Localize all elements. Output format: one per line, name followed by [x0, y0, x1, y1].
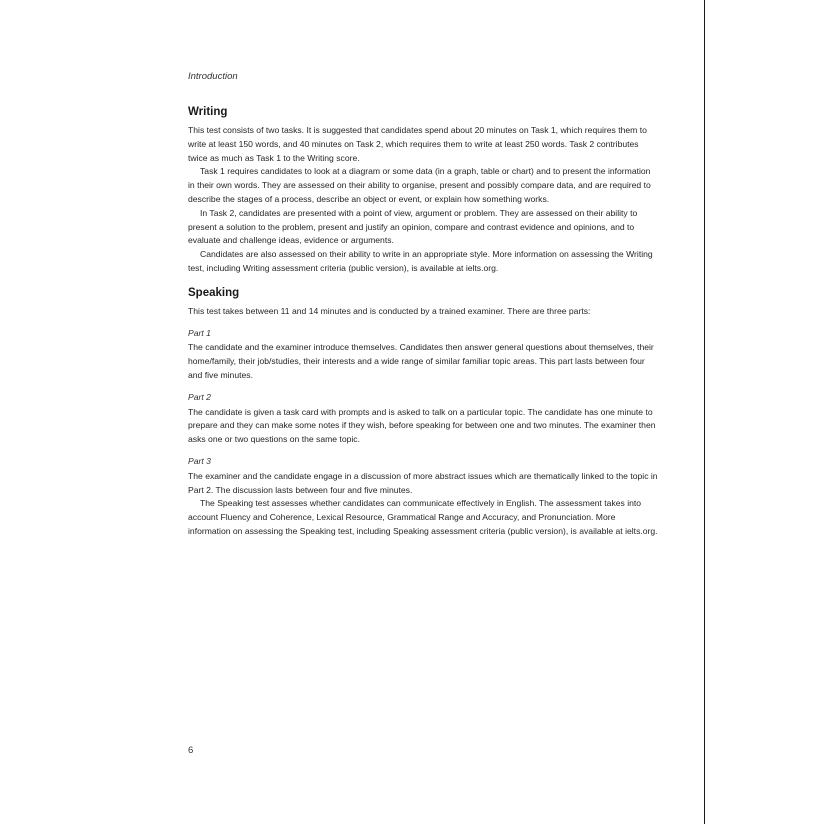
running-head: Introduction	[188, 71, 238, 82]
part-1-heading: Part 1	[188, 327, 211, 338]
speaking-section	[188, 285, 658, 539]
page-content	[188, 104, 658, 548]
writing-paragraph-4: Candidates are also assessed on their ability to write in an appropriate style. More information on assessing the Writing test, including Writing assessment criteria (public version), is available at ielts.org.	[188, 249, 653, 273]
writing-section	[188, 104, 658, 276]
writing-paragraph-1: This test consists of two tasks. It is suggested that candidates spend about 20 minutes on Task 1, which requires them to write at least 150 words, and 40 minutes on Task 2, which requires them to write at least 250 words. Task 2 contributes twice as much as Task 1 to the Writing score.	[188, 125, 647, 163]
writing-heading: Writing	[188, 106, 228, 118]
writing-paragraph-3: In Task 2, candidates are presented with a point of view, argument or problem. They are assessed on their ability to present a solution to the problem, present and justify an opinion, compare and contrast evidence and opinions, and to evaluate and challenge ideas, evidence or arguments.	[188, 207, 638, 246]
part-2-paragraph: The candidate is given a task card with prompts and is asked to talk on a particular topic. The candidate has one minute to prepare and they can make some notes if they wish, before speaking for between one and two minutes. The examiner then asks one or two questions on the same topic.	[188, 406, 656, 445]
document-page	[188, 0, 658, 824]
speaking-heading: Speaking	[188, 286, 240, 299]
part-3-heading: Part 3	[188, 455, 211, 466]
speaking-intro: This test takes between 11 and 14 minutes and is conducted by a trained examiner. There are three parts:	[188, 305, 591, 316]
writing-paragraph-2: Task 1 requires candidates to look at a diagram or some data (in a graph, table or chart) and to present the information in their own words. They are assessed on their ability to organise, present and possibly compare data, and are required to describe the stages of a process, describe an object or event, or explain how something works.	[188, 166, 651, 204]
page-number: 6	[188, 745, 194, 756]
page-spine-divider	[704, 0, 705, 824]
part-1-paragraph: The candidate and the examiner introduce themselves. Candidates then answer general questions about themselves, their home/family, their job/studies, their interests and a wide range of similar familiar topic areas. This part lasts between four and five minutes.	[188, 342, 654, 380]
part-3-paragraph-1: The examiner and the candidate engage in a discussion of more abstract issues which are thematically linked to the topic in Part 2. The discussion lasts between four and five minutes.	[188, 470, 658, 495]
part-3-paragraph-2: The Speaking test assesses whether candidates can communicate effectively in English. The assessment takes into account Fluency and Coherence, Lexical Resource, Grammatical Range and Accuracy, and Pronunciation. More information on assessing the Speaking test, including Speaking assessment criteria (public version), is available at ielts.org.	[188, 498, 658, 536]
part-2-heading: Part 2	[188, 391, 211, 402]
